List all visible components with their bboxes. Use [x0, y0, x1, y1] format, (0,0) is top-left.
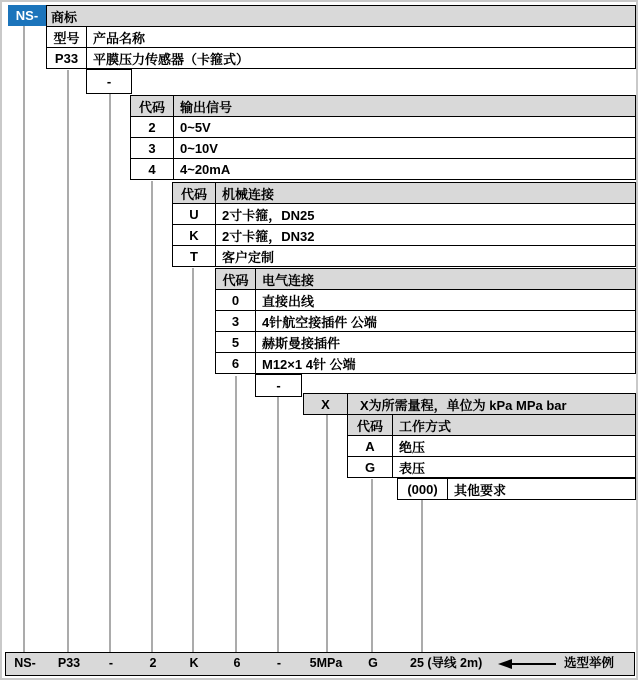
option-code: 3	[216, 311, 256, 331]
option-code: (000)	[398, 479, 448, 499]
table-row	[131, 137, 635, 158]
table-row	[216, 331, 635, 352]
drop-line-mechanical	[192, 268, 194, 652]
arrow-tail-line	[512, 663, 556, 666]
trademark-label: 商标	[51, 9, 78, 25]
example-code-bar	[5, 652, 635, 676]
table-row	[348, 435, 635, 456]
mechanical-connection-table	[172, 182, 636, 267]
example-item: 5MPa	[309, 656, 343, 670]
code-column-header: 代码	[173, 183, 216, 203]
option-label: M12×1 4针 公端	[262, 356, 356, 372]
code-column-header: 代码	[216, 269, 256, 289]
option-code: 6	[216, 353, 256, 373]
option-label: 2寸卡箍，DN25	[222, 207, 315, 223]
example-item: K	[189, 656, 199, 670]
option-code: 5	[216, 332, 256, 352]
option-label: 0~5V	[180, 119, 211, 135]
example-caption: 选型举例	[564, 656, 615, 670]
working-mode-table	[347, 414, 636, 478]
table-header-row	[216, 269, 635, 289]
code-column-header: 代码	[348, 415, 393, 435]
separator2-cell: -	[255, 374, 302, 397]
drop-line-separator1	[109, 91, 111, 652]
table-header-row	[348, 415, 635, 435]
option-code: 3	[131, 138, 174, 158]
table-row	[216, 310, 635, 331]
table-title: 工作方式	[399, 418, 452, 434]
option-label: 4针航空接插件 公端	[262, 314, 377, 330]
example-item: NS-	[14, 656, 36, 670]
option-code: 0	[216, 290, 256, 310]
other-requirements-row	[397, 478, 636, 500]
table-row	[173, 224, 635, 245]
table-row	[173, 245, 635, 266]
option-code: K	[173, 225, 216, 245]
drop-line-working-mode	[371, 479, 373, 652]
option-label: 4~20mA	[180, 161, 231, 177]
trademark-row	[47, 6, 635, 26]
model-code: P33	[47, 48, 87, 68]
left-arrow-icon	[498, 653, 556, 675]
model-column-header: 型号	[47, 27, 87, 47]
table-row	[131, 116, 635, 137]
product-name-column-header: 产品名称	[93, 30, 146, 46]
code-column-header: 代码	[131, 96, 174, 116]
option-code: 2	[131, 117, 174, 137]
electrical-connection-table	[215, 268, 636, 374]
table-header-row	[131, 96, 635, 116]
table-row	[398, 479, 635, 499]
brand-prefix-badge: NS-	[8, 5, 46, 26]
option-code: T	[173, 246, 216, 266]
table-header-row	[173, 183, 635, 203]
example-item: P33	[57, 656, 81, 670]
table-title: 机械连接	[222, 186, 275, 202]
example-item: G	[368, 656, 378, 670]
example-item: 25 (导线 2m)	[410, 656, 483, 670]
drop-line-electrical	[235, 376, 237, 652]
example-item: 6	[233, 656, 241, 670]
range-header-row	[304, 394, 635, 414]
arrow-head-icon	[498, 659, 512, 669]
option-label: 2寸卡箍，DN32	[222, 228, 315, 244]
example-item: 2	[149, 656, 157, 670]
option-label: 0~10V	[180, 140, 218, 156]
option-label: 表压	[399, 460, 426, 476]
table-row	[173, 203, 635, 224]
model-value-row	[47, 47, 635, 68]
table-row	[348, 456, 635, 477]
option-label: 其他要求	[454, 482, 507, 498]
table-row	[131, 158, 635, 179]
option-label: 直接出线	[262, 293, 315, 309]
separator1-cell: -	[86, 69, 132, 94]
product-name: 平膜压力传感器（卡箍式）	[93, 51, 250, 67]
option-label: 绝压	[399, 439, 426, 455]
table-row	[216, 352, 635, 373]
table-row	[216, 289, 635, 310]
table-title: 电气连接	[262, 272, 315, 288]
drop-line-separator2	[277, 394, 279, 652]
output-signal-table	[130, 95, 636, 180]
option-label: 客户定制	[222, 249, 275, 265]
drop-line-brand	[23, 26, 25, 652]
example-item: -	[276, 656, 282, 670]
option-code: U	[173, 204, 216, 224]
drop-line-range	[326, 415, 328, 652]
example-item: -	[108, 656, 114, 670]
option-code: G	[348, 457, 393, 477]
range-description: X为所需量程，单位为 kPa MPa bar	[360, 397, 567, 413]
drop-line-model	[67, 70, 69, 652]
range-code: X	[304, 394, 348, 414]
model-table	[46, 5, 636, 69]
model-header-row	[47, 26, 635, 47]
option-code: A	[348, 436, 393, 456]
range-row	[303, 393, 636, 415]
option-label: 赫斯曼接插件	[262, 335, 341, 351]
option-code: 4	[131, 159, 174, 179]
drop-line-output-signal	[151, 181, 153, 652]
drop-line-other	[421, 500, 423, 652]
table-title: 输出信号	[180, 99, 233, 115]
